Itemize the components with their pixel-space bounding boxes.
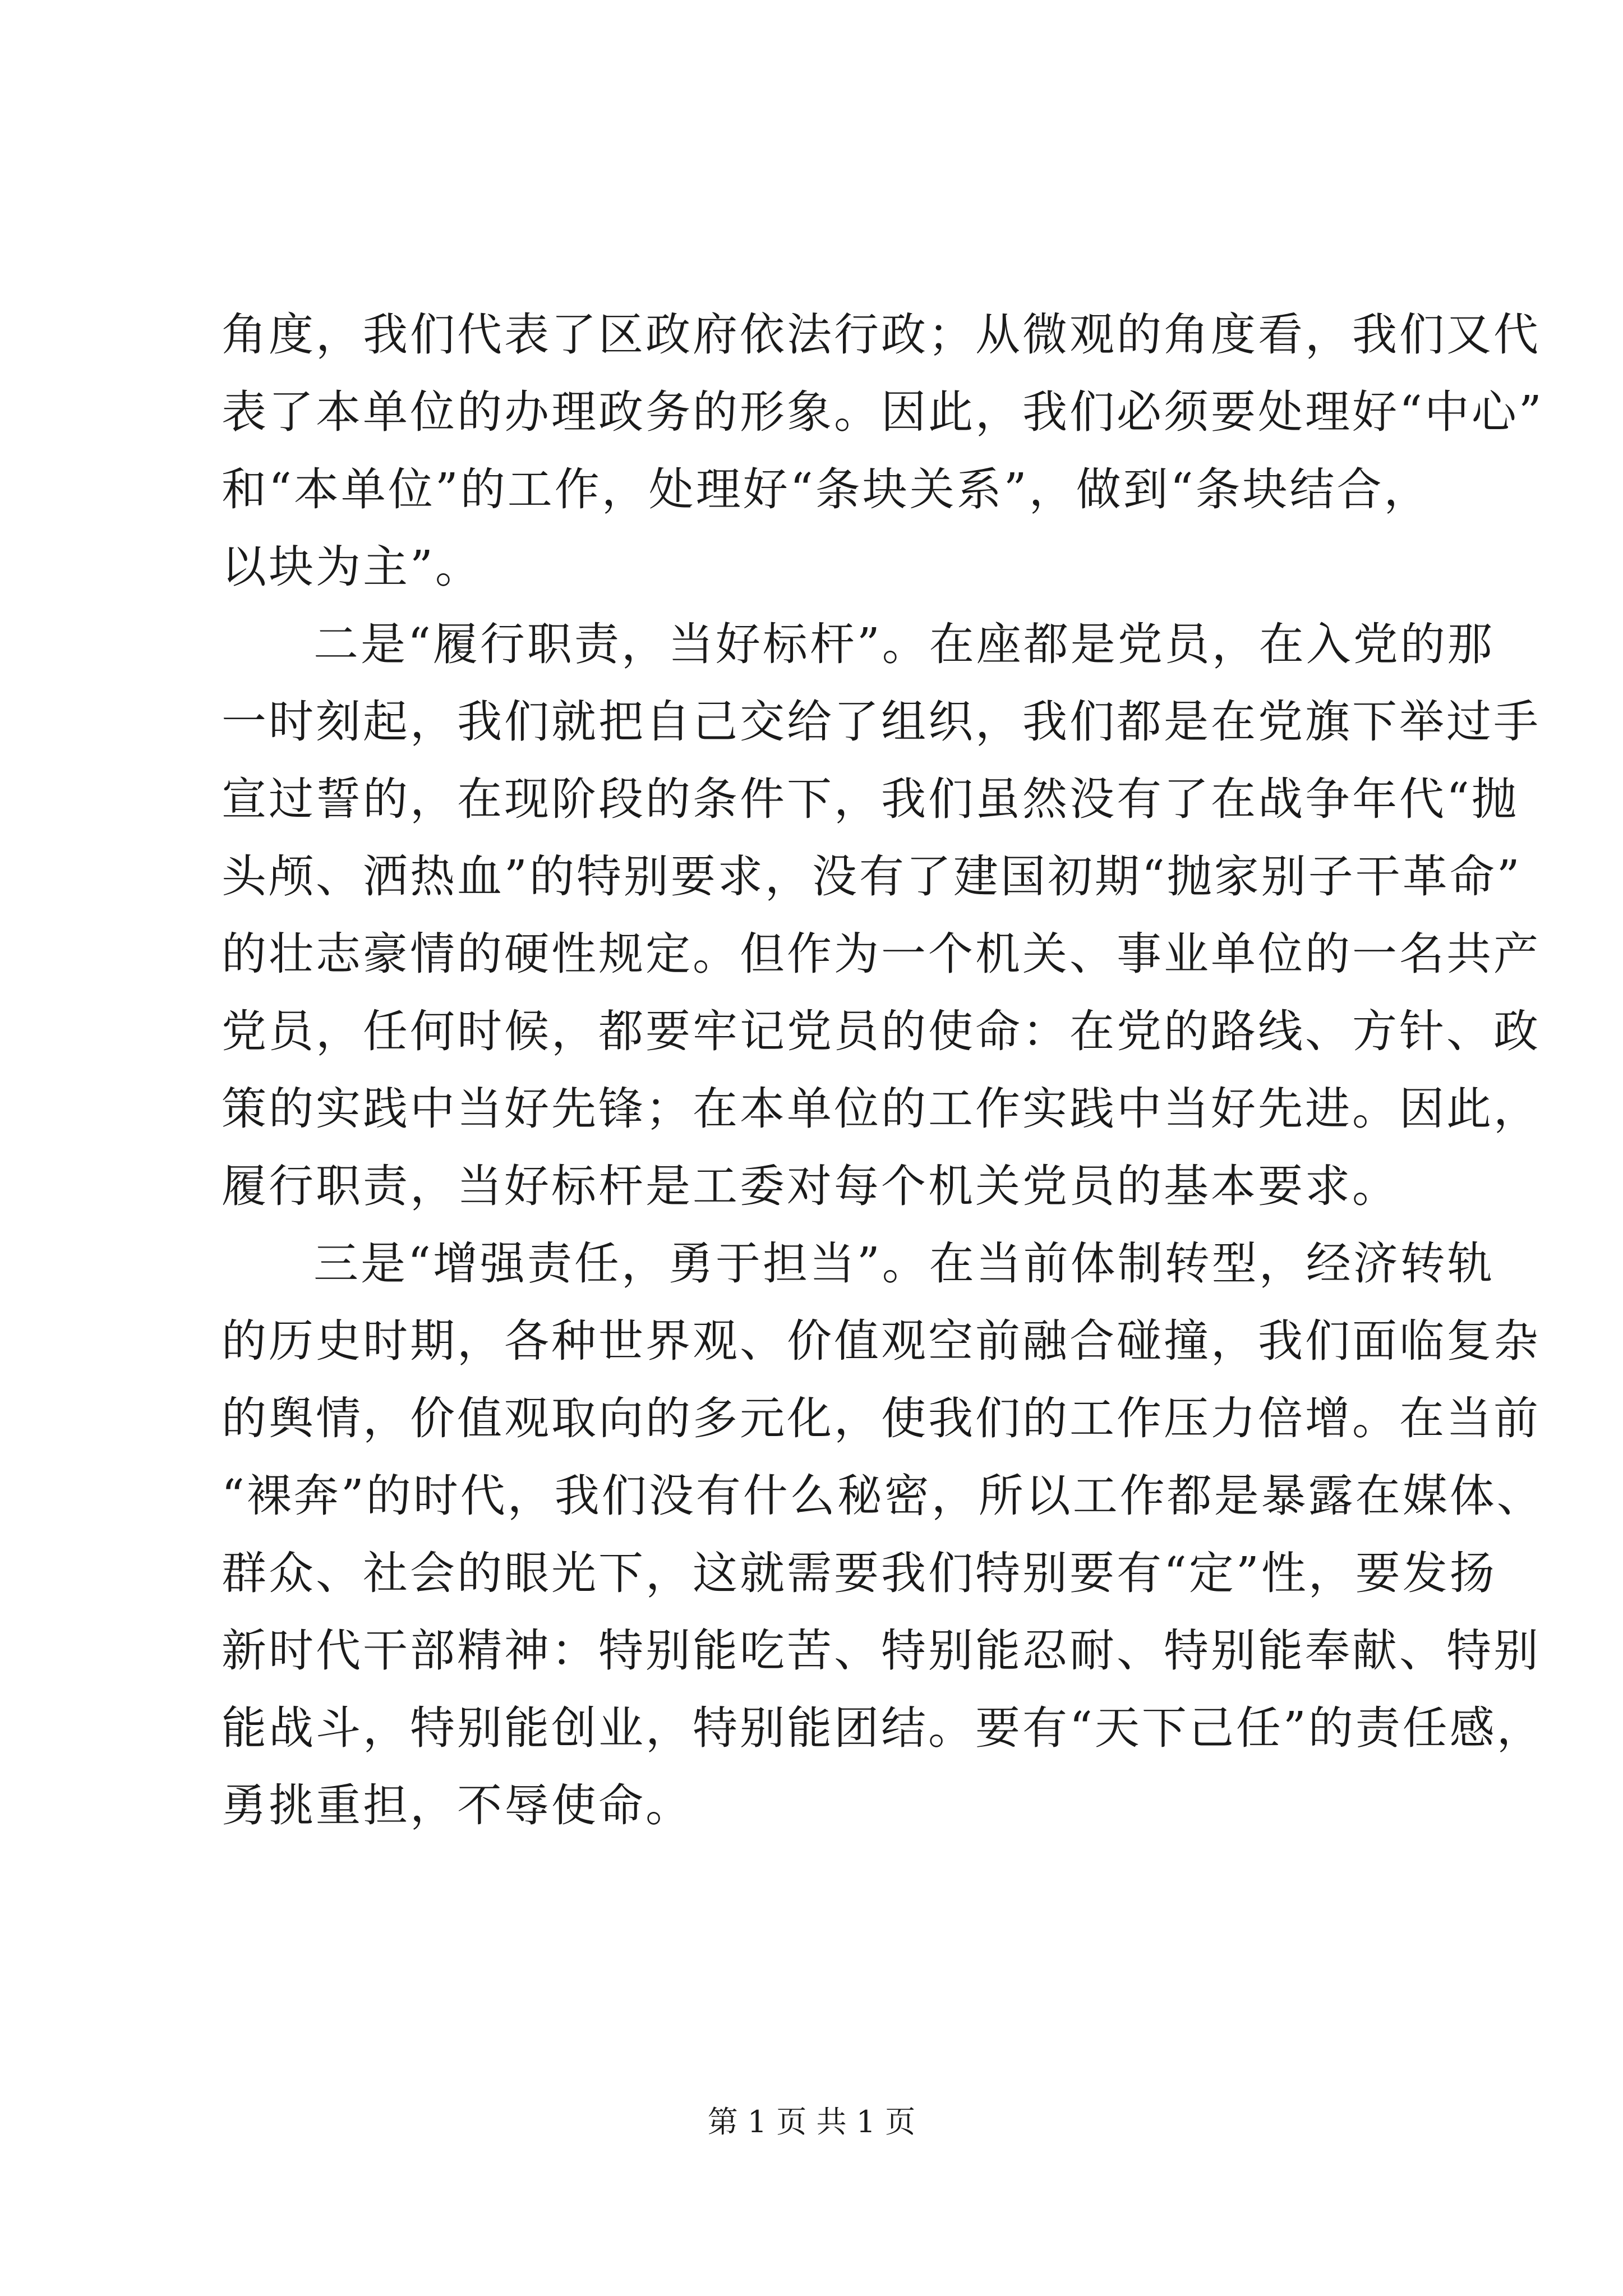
text-line-17: 群众、社会的眼光下，这就需要我们特别要有“定”性，要发扬 <box>222 1547 1497 1599</box>
text-line-6: 一时刻起，我们就把自己交给了组织，我们都是在党旗下举过手 <box>222 696 1541 748</box>
text-line-2: 表了本单位的办理政务的形象。因此，我们必须要处理好“中心” <box>222 386 1544 438</box>
text-line-14: 的历史时期，各种世界观、价值观空前融合碰撞，我们面临复杂 <box>222 1315 1541 1367</box>
text-line-20: 勇挑重担，不辱使命。 <box>222 1779 693 1832</box>
text-line-10: 党员，任何时候，都要牢记党员的使命：在党的路线、方针、政 <box>222 1005 1541 1057</box>
text-line-7: 宣过誓的，在现阶段的条件下，我们虽然没有了在战争年代“抛 <box>222 773 1519 825</box>
document-body <box>222 296 1544 1844</box>
text-line-9: 的壮志豪情的硬性规定。但作为一个机关、事业单位的一名共产 <box>222 928 1541 980</box>
text-line-8: 头颅、洒热血”的特别要求，没有了建国初期“抛家别子干革命” <box>222 850 1522 903</box>
text-line-3: 和“本单位”的工作，处理好“条块关系”，做到“条块结合， <box>222 463 1431 516</box>
text-line-19: 能战斗，特别能创业，特别能团结。要有“天下己任”的责任感， <box>222 1702 1544 1754</box>
text-line-11: 策的实践中当好先锋；在本单位的工作实践中当好先进。因此， <box>222 1083 1541 1135</box>
text-line-16: “裸奔”的时代，我们没有什么秘密，所以工作都是暴露在媒体、 <box>222 1470 1544 1522</box>
text-line-18: 新时代干部精神：特别能吃苦、特别能忍耐、特别能奉献、特别 <box>222 1625 1541 1677</box>
text-line-12: 履行职责，当好标杆是工委对每个机关党员的基本要求。 <box>222 1160 1399 1212</box>
text-line-4: 以块为主”。 <box>222 541 482 593</box>
page-number-footer: 第 1 页 共 1 页 <box>707 2104 916 2139</box>
text-line-1: 角度，我们代表了区政府依法行政；从微观的角度看，我们又代 <box>222 309 1541 361</box>
text-line-15: 的舆情，价值观取向的多元化，使我们的工作压力倍增。在当前 <box>222 1392 1541 1444</box>
paragraph-3-line-1: 三是“增强责任，勇于担当”。在当前体制转型，经济转轨 <box>313 1237 1495 1290</box>
paragraph-2-line-1: 二是“履行职责，当好标杆”。在座都是党员，在入党的那 <box>313 618 1495 670</box>
